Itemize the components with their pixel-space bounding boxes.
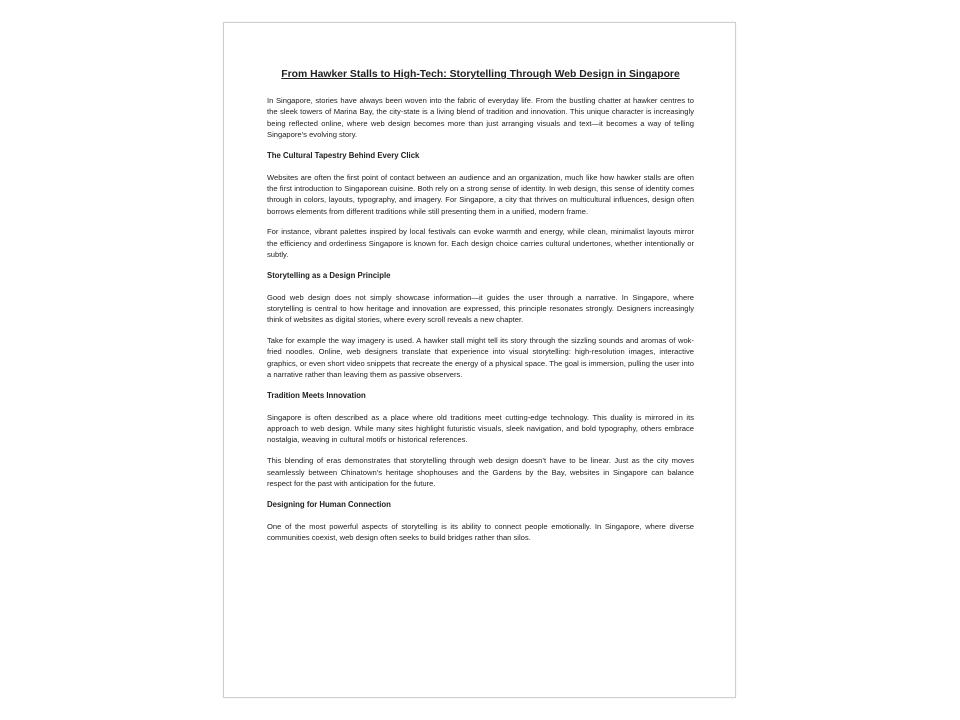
document-title: From Hawker Stalls to High-Tech: Storytelling Through Web Design in Singapore (281, 69, 680, 80)
section-paragraph: Websites are often the first point of contact between an audience and an organization, much like how hawker stalls are often the first introduction to Singaporean cuisine. Both rely on a strong sense of identity. In web design, this sense of identity comes through in colors, layouts, typography, and imagery. For Singapore, a city that thrives on multicultural influences, design often borrows elements from different traditions while still presenting them in a unified, modern frame. (267, 172, 694, 216)
document-page (223, 22, 736, 698)
section-heading-human-connection: Designing for Human Connection (267, 499, 391, 509)
section-paragraph: Good web design does not simply showcase information—it guides the user through a narrative. In Singapore, where storytelling is central to how heritage and innovation are expressed, this principle resonates strongly. Designers increasingly think of websites as digital stories, where every scroll reveals a new chapter. (267, 292, 694, 325)
section-paragraph: For instance, vibrant palettes inspired by local festivals can evoke warmth and energy, while clean, minimalist layouts mirror the efficiency and orderliness Singapore is known for. Each design choice carries cultural undertones, whether intentionally or subtly. (267, 227, 694, 259)
section-paragraph: One of the most powerful aspects of storytelling is its ability to connect people emotionally. In Singapore, where diverse communities coexist, web design often seeks to build bridges rather than silos. (267, 521, 694, 542)
intro-paragraph: In Singapore, stories have always been woven into the fabric of everyday life. From the bustling chatter at hawker centres to the sleek towers of Marina Bay, the city-state is a living blend of tradition and innovation. This unique character is increasingly being reflected online, where web design becomes more than just arranging visuals and text—it becomes a way of telling Singapore’s evolving story. (267, 96, 694, 139)
section-paragraph: Take for example the way imagery is used. A hawker stall might tell its story through the sizzling sounds and aromas of wok-fried noodles. Online, web designers translate that experience into visual storytelling: high-resolution images, interactive graphics, or even short video snippets that recreate the energy of a physical space. The goal is immersion, pulling the user into a narrative rather than leaving them as passive observers. (267, 336, 694, 380)
section-heading-cultural-tapestry: The Cultural Tapestry Behind Every Click (267, 150, 420, 160)
section-heading-tradition-innovation: Tradition Meets Innovation (267, 390, 366, 400)
section-paragraph: This blending of eras demonstrates that storytelling through web design doesn’t have to be linear. Just as the city moves seamlessly between Chinatown’s heritage shophouses and the Gardens by the Bay, websites in Singapore can balance respect for the past with anticipation for the future. (267, 456, 694, 488)
section-heading-storytelling-principle: Storytelling as a Design Principle (267, 270, 391, 280)
document-body (267, 68, 694, 553)
section-paragraph: Singapore is often described as a place where old traditions meet cutting-edge technology. This duality is mirrored in its approach to web design. While many sites highlight futuristic visuals, sleek navigation, and bold typography, others embrace nostalgia, weaving in cultural motifs or historical references. (267, 412, 694, 445)
